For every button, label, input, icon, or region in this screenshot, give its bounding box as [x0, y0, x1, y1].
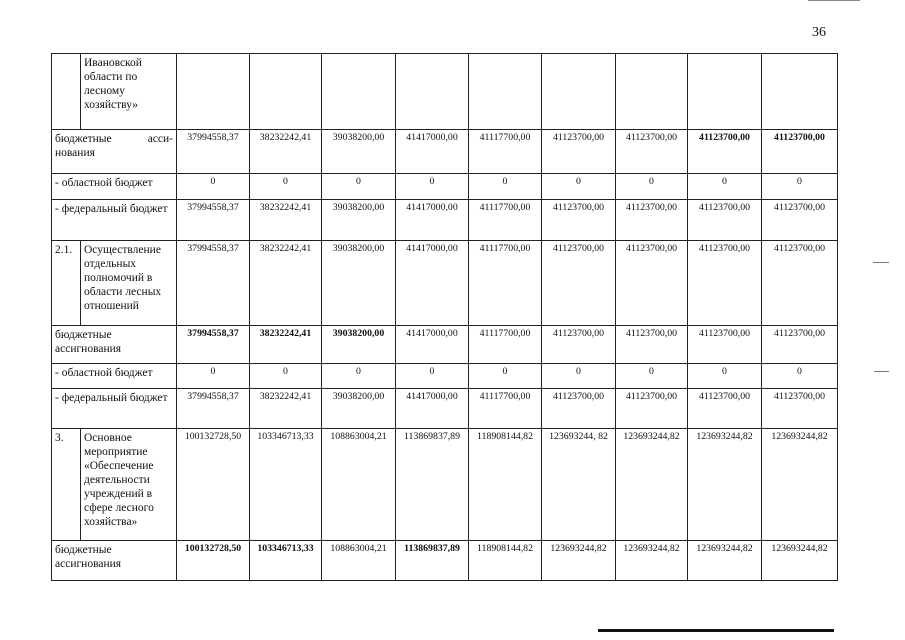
value-cell: 0 [322, 364, 396, 389]
value-cell: 0 [177, 364, 250, 389]
table-row [52, 364, 838, 389]
value-cell: 41123700,00 [762, 389, 838, 429]
value-cell: 123693244,82 [762, 429, 838, 541]
value-cell: 38232242,41 [250, 200, 322, 241]
value-cell: 0 [542, 174, 616, 200]
value-cell: 108863004,21 [322, 541, 396, 581]
value-cell: 123693244,82 [688, 541, 762, 581]
table-row [52, 429, 838, 541]
value-cell: 0 [177, 174, 250, 200]
value-cell: 0 [762, 364, 838, 389]
value-cell: 41417000,00 [396, 389, 469, 429]
value-cell: 41123700,00 [542, 389, 616, 429]
value-cell: 113869837,89 [396, 541, 469, 581]
value-cell: 41123700,00 [762, 241, 838, 326]
value-cell: 41417000,00 [396, 200, 469, 241]
value-cell: 41123700,00 [688, 130, 762, 174]
value-cell: 123693244,82 [762, 541, 838, 581]
top-rule [808, 0, 860, 1]
value-cell: 118908144,82 [469, 429, 542, 541]
value-cell: 37994558,37 [177, 326, 250, 364]
value-cell: 41123700,00 [616, 241, 688, 326]
value-cell: 41117700,00 [469, 241, 542, 326]
row-label: бюджетные асси- нования [52, 130, 177, 174]
value-cell: 37994558,37 [177, 200, 250, 241]
value-cell: 0 [688, 174, 762, 200]
value-cell: 41417000,00 [396, 241, 469, 326]
row-label: - федеральный бюджет [52, 389, 177, 429]
value-cell: 0 [688, 364, 762, 389]
value-cell: 123693244,82 [688, 429, 762, 541]
value-cell: 103346713,33 [250, 429, 322, 541]
value-cell: 41123700,00 [688, 241, 762, 326]
value-cell: 0 [396, 174, 469, 200]
value-cell: 39038200,00 [322, 130, 396, 174]
value-cell: 41117700,00 [469, 326, 542, 364]
value-cell: 41123700,00 [688, 389, 762, 429]
value-cell: 41123700,00 [616, 326, 688, 364]
table-row [52, 54, 838, 130]
table-row [52, 174, 838, 200]
value-cell: 41117700,00 [469, 389, 542, 429]
table-row [52, 200, 838, 241]
row-number: 3. [52, 429, 81, 541]
value-cell: 38232242,41 [250, 241, 322, 326]
value-cell: 39038200,00 [322, 241, 396, 326]
value-cell: 108863004,21 [322, 429, 396, 541]
value-cell: 39038200,00 [322, 200, 396, 241]
row-label: бюджетные ассигнования [52, 541, 177, 581]
bottom-rule [598, 629, 834, 632]
margin-mark [874, 371, 889, 372]
value-cell: 41123700,00 [616, 389, 688, 429]
value-cell: 41123700,00 [542, 200, 616, 241]
table-row [52, 130, 838, 174]
value-cell: 41417000,00 [396, 130, 469, 174]
value-cell: 0 [322, 174, 396, 200]
program-name-cell: Ивановской области по лесному хозяйству» [81, 54, 177, 130]
value-cell: 37994558,37 [177, 130, 250, 174]
value-cell: 37994558,37 [177, 241, 250, 326]
value-cell: 0 [250, 364, 322, 389]
margin-mark [873, 262, 889, 263]
event-name: Основное мероприятие «Обеспечение деятельности учреждений в сфере лесного хозяйства» [81, 429, 177, 541]
value-cell: 41117700,00 [469, 200, 542, 241]
event-name: Осуществление отдельных полномочий в области лесных отношений [81, 241, 177, 326]
row-label: - областной бюджет [52, 364, 177, 389]
value-cell: 123693244,82 [616, 541, 688, 581]
table-row [52, 241, 838, 326]
value-cell: 41123700,00 [542, 130, 616, 174]
row-number: 2.1. [52, 241, 81, 326]
value-cell: 41123700,00 [762, 200, 838, 241]
row-label: - областной бюджет [52, 174, 177, 200]
value-cell: 41123700,00 [762, 326, 838, 364]
value-cell: 41123700,00 [688, 200, 762, 241]
value-cell: 103346713,33 [250, 541, 322, 581]
value-cell: 123693244,82 [616, 429, 688, 541]
value-cell: 123693244,82 [542, 541, 616, 581]
value-cell: 0 [469, 364, 542, 389]
value-cell: 41123700,00 [762, 130, 838, 174]
row-label: бюджетные ассигнования [52, 326, 177, 364]
value-cell: 0 [616, 174, 688, 200]
value-cell: 0 [616, 364, 688, 389]
row-number-cell [52, 54, 81, 130]
value-cell: 123693244, 82 [542, 429, 616, 541]
value-cell: 41123700,00 [616, 130, 688, 174]
table-row [52, 326, 838, 364]
value-cell: 0 [250, 174, 322, 200]
value-cell: 38232242,41 [250, 326, 322, 364]
table-row [52, 541, 838, 581]
value-cell: 118908144,82 [469, 541, 542, 581]
value-cell: 0 [762, 174, 838, 200]
value-cell: 39038200,00 [322, 389, 396, 429]
row-label: - федеральный бюджет [52, 200, 177, 241]
value-cell: 100132728,50 [177, 429, 250, 541]
value-cell: 38232242,41 [250, 130, 322, 174]
value-cell: 100132728,50 [177, 541, 250, 581]
page-number: 36 [812, 25, 826, 40]
value-cell: 113869837,89 [396, 429, 469, 541]
value-cell: 38232242,41 [250, 389, 322, 429]
value-cell: 41117700,00 [469, 130, 542, 174]
table-row [52, 389, 838, 429]
value-cell: 41123700,00 [542, 241, 616, 326]
value-cell: 41123700,00 [616, 200, 688, 241]
value-cell: 0 [469, 174, 542, 200]
value-cell: 0 [542, 364, 616, 389]
value-cell: 37994558,37 [177, 389, 250, 429]
value-cell: 39038200,00 [322, 326, 396, 364]
budget-table [51, 53, 838, 581]
value-cell: 0 [396, 364, 469, 389]
value-cell: 41417000,00 [396, 326, 469, 364]
value-cell: 41123700,00 [688, 326, 762, 364]
value-cell: 41123700,00 [542, 326, 616, 364]
